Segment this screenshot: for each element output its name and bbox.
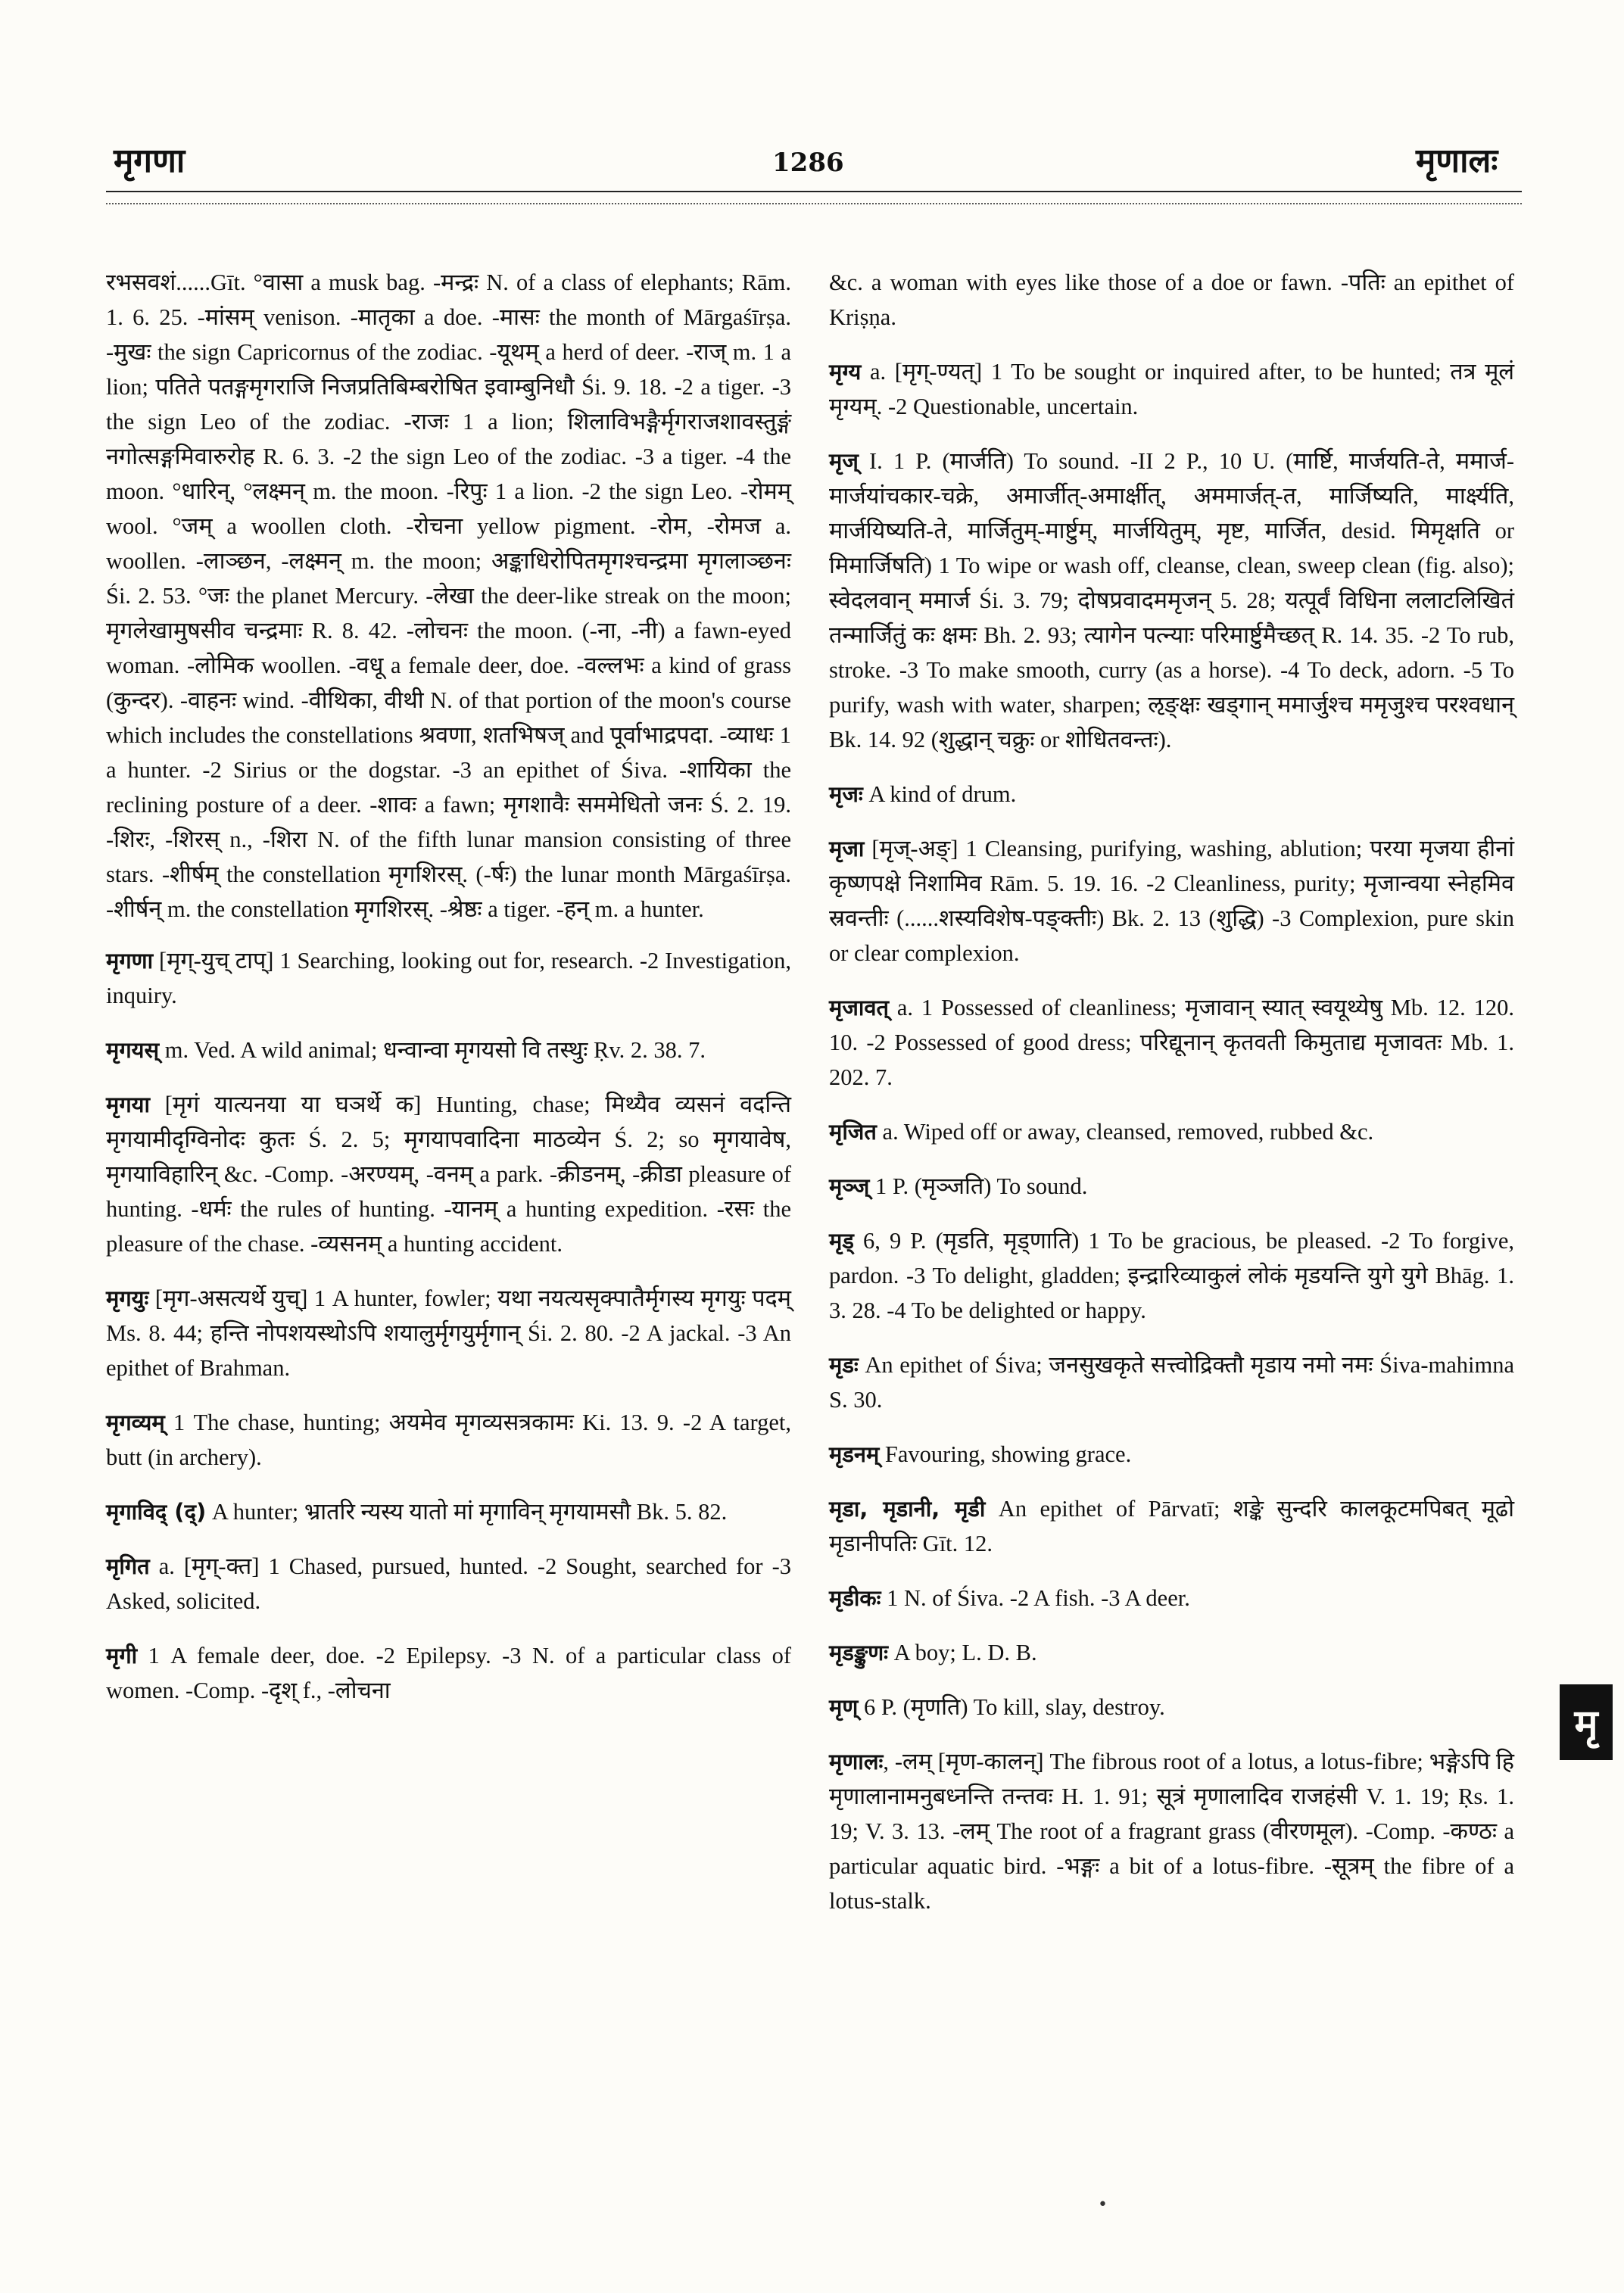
thumb-index-tab: मृ: [1560, 1684, 1613, 1760]
entry-text: [मृग्-युच् टाप्] 1 Searching, looking out for, research. -2 Investigation, inquiry.: [106, 948, 791, 1008]
entry-text: 1 P. (मृञ्जति) To sound.: [869, 1173, 1088, 1199]
entry-headword: मृगयस्: [106, 1037, 160, 1063]
entry-text: 6 P. (मृणति) To kill, slay, destroy.: [858, 1694, 1165, 1720]
page-number: 1286: [772, 148, 844, 178]
entry-headword: मृजा: [829, 836, 865, 861]
entry-headword: मृगी: [106, 1643, 138, 1668]
entry-text: a. Wiped off or away, cleansed, removed, rubbed &c.: [876, 1119, 1374, 1145]
entry-text: [मृगं यात्यनया या घञर्थे क] Hunting, chase; मिथ्यैव व्यसनं वदन्ति मृगयामीदृग्विनोदः कुतः Ś. 2. 5; मृगयापवादिना माठव्येन Ś. 2; so मृगयावेष, मृगयाविहारिन् &c. -Comp. -अरण्यम्, -वनम् a park. -क्रीडनम्, -क्रीडा pleasure of hunting. -धर्मः the rules of hunting. -यानम् a hunting expedition. -रसः the pleasure of the chase. -व्यसनम् a hunting accident.: [106, 1092, 791, 1257]
dictionary-entry: [829, 1169, 1514, 1204]
entry-headword: मृडङ्कुणः: [829, 1640, 889, 1665]
entry-headword: मृजः: [829, 781, 863, 807]
entry-text: [मृज्-अङ्] 1 Cleansing, purifying, washing, ablution; परया मृजया हीनां कृष्णपक्षे निशामिव Rām. 5. 19. 16. -2 Cleanliness, purity; मृजान्वया स्नेहमिव स्रवन्तीः (......शस्यविशेष-पङ्क्तीः) Bk. 2. 13 (शुद्धि) -3 Complexion, pure skin or clear complexion.: [829, 836, 1514, 966]
dictionary-entry: [106, 1549, 791, 1618]
dictionary-entry: [106, 1405, 791, 1475]
dictionary-entry: [106, 1494, 791, 1529]
dictionary-entry: [829, 1491, 1514, 1561]
entry-text: A hunter; भ्रातरि न्यस्य यातो मां मृगाविन् मृगयामसौ Bk. 5. 82.: [206, 1499, 728, 1525]
entry-headword: मृगित: [106, 1553, 150, 1579]
dictionary-entry: [106, 1281, 791, 1385]
dictionary-entry: [829, 1437, 1514, 1472]
dictionary-entry: [829, 1581, 1514, 1615]
dictionary-entry: [829, 1347, 1514, 1417]
entry-text: a. [मृग्-ण्यत्] 1 To be sought or inquired after, to be hunted; तत्र मूलं मृग्यम्. -2 Questionable, uncertain.: [829, 359, 1514, 419]
entry-headword: मृगणा: [106, 948, 154, 974]
right-column: [829, 265, 1514, 1938]
entry-text: 1 A female deer, doe. -2 Epilepsy. -3 N. of a particular class of women. -Comp. -दृश् f., -लोचना: [106, 1643, 791, 1703]
dictionary-entry: [829, 1690, 1514, 1724]
header-rule: [106, 191, 1522, 192]
entry-text: , -लम् [मृण-कालन्] The fibrous root of a lotus, a lotus-fibre; भङ्गेऽपि हि मृणालानामनुबध्नन्ति तन्तवः H. 1. 91; सूत्रं मृणालादिव राजहंसी V. 1. 19; Ṛs. 1. 19; V. 3. 13. -लम् The root of a fragrant grass (वीरणमूल). -Comp. -कण्ठः a particular aquatic bird. -भङ्गः a bit of a lotus-fibre. -सूत्रम् the fibre of a lotus-stalk.: [829, 1749, 1514, 1914]
footer-mark: •: [1098, 2195, 1108, 2214]
entry-headword: मृण्: [829, 1694, 859, 1720]
entry-headword: मृजित: [829, 1119, 877, 1145]
dictionary-entry: [106, 943, 791, 1013]
entry-text: &c. a woman with eyes like those of a doe or fawn. -पतिः an epithet of Kriṣṇa.: [829, 269, 1514, 330]
dictionary-entry: [829, 265, 1514, 335]
dictionary-entry: [106, 1033, 791, 1067]
entry-text: m. Ved. A wild animal; धन्वान्वा मृगयसो वि तस्थुः Ṛv. 2. 38. 7.: [159, 1037, 706, 1063]
left-column: [106, 265, 791, 1728]
entry-text: An epithet of Pārvatī; शङ्के सुन्दरि कालकूटमपिबत् मूढो मृडानीपतिः Gīt. 12.: [829, 1496, 1514, 1556]
entry-headword: मृग्य: [829, 359, 862, 385]
entry-text: An epithet of Śiva; जनसुखकृते सत्त्वोद्रिक्तौ मृडाय नमो नमः Śiva-mahimna S. 30.: [829, 1352, 1514, 1413]
dictionary-entry: [829, 1744, 1514, 1918]
dictionary-entry: [106, 265, 791, 927]
dictionary-entry: [829, 990, 1514, 1095]
entry-headword: मृडीकः: [829, 1585, 881, 1611]
dictionary-entry: [829, 777, 1514, 812]
dictionary-entry: [829, 1114, 1514, 1149]
dictionary-entry: [829, 444, 1514, 757]
entry-text: 1 N. of Śiva. -2 A fish. -3 A deer.: [881, 1585, 1190, 1611]
entry-headword: मृगया: [106, 1092, 151, 1117]
dictionary-entry: [106, 1087, 791, 1261]
entry-headword: मृगव्यम्: [106, 1410, 165, 1435]
page-header: [0, 0, 1624, 227]
entry-headword: मृगाविद् (द्): [106, 1499, 207, 1525]
entry-text: A kind of drum.: [862, 781, 1017, 807]
right-running-head: मृणालः: [1416, 142, 1498, 180]
entry-text: I. 1 P. (मार्जति) To sound. -II 2 P., 10 U. (मार्ष्टि, मार्जयति-ते, ममार्ज-मार्जयांचकार-चक्रे, अमार्जीत्-अमार्क्षीत्, अममार्जत्-त, मार्जिष्यति, मार्क्ष्यति, मार्जयिष्यति-ते, मार्जितुम्-मार्ष्टुम्, मार्जयितुम्, मृष्ट, मार्जित, desid. मिमृक्षति or मिमार्जिषति) 1 To wipe or wash off, cleanse, clean, sweep clean (fig. also); स्वेदलवान् ममार्ज Śi. 3. 79; दोषप्रवादममृजन् 5. 28; यत्पूर्वं विधिना ललाटलिखितं तन्मार्जितुं कः क्षमः Bh. 2. 93; त्यागेन पत्न्याः परिमार्ष्टुमैच्छत् R. 14. 35. -2 To rub, stroke. -3 To make smooth, curry (as a horse). -4 To deck, adorn. -5 To purify, wash with water, sharpen; ऌङ्क्षः खड्गान् ममार्जुश्च ममृजुश्च परश्वधान् Bk. 14. 92 (शुद्धान् चक्रुः or शोधितवन्तः).: [829, 448, 1514, 752]
entry-text: a. 1 Possessed of cleanliness; मृजावान् स्यात् स्वयूथ्येषु Mb. 12. 120. 10. -2 Possessed of good dress; परिद्यूनान् कृतवती किमुताद्य मृजावतः Mb. 1. 202. 7.: [829, 995, 1514, 1090]
dictionary-entry: [106, 1638, 791, 1708]
dictionary-entry: [829, 831, 1514, 970]
entry-headword: मृज्: [829, 448, 859, 474]
entry-headword: मृजावत्: [829, 995, 890, 1020]
header-dotted-rule: [106, 203, 1522, 204]
dictionary-entry: [829, 354, 1514, 424]
entry-text: A boy; L. D. B.: [888, 1640, 1037, 1665]
entry-text: रभसवशं......Gīt. °वासा a musk bag. -मन्द्रः N. of a class of elephants; Rām. 1. 6. 25. -मांसम् venison. -मातृका a doe. -मासः the month of Mārgaśīrṣa. -मुखः the sign Capricornus of the zodiac. -यूथम् a herd of deer. -राज् m. 1 a lion; पतिते पतङ्गमृगराजि निजप्रतिबिम्बरोषित इवाम्बुनिधौ Śi. 9. 18. -2 a tiger. -3 the sign Leo of the zodiac. -राजः 1 a lion; शिलाविभङ्गैर्मृगराजशावस्तुङ्गं नगोत्सङ्गमिवारुरोह R. 6. 3. -2 the sign Leo of the zodiac. -3 a tiger. -4 the moon. °धारिन्, °लक्ष्मन् m. the moon. -रिपुः 1 a lion. -2 the sign Leo. -रोमम् wool. °जम् a woollen cloth. -रोचना yellow pigment. -रोम, -रोमज a. woollen. -लाञ्छन, -लक्ष्मन् m. the moon; अङ्काधिरोपितमृगश्चन्द्रमा मृगलाञ्छनः Śi. 2. 53. °जः the planet Mercury. -लेखा the deer-like streak on the moon; मृगलेखामुषसीव चन्द्रमाः R. 8. 42. -लोचनः the moon. (-ना, -नी) a fawn-eyed woman. -लोमिक woollen. -वधू a female deer, doe. -वल्लभः a kind of grass (कुन्दर). -वाहनः wind. -वीथिका, वीथी N. of that portion of the moon's course which includes the constellations श्रवणा, शतभिषज् and पूर्वाभाद्रपदा. -व्याधः 1 a hunter. -2 Sirius or the dogstar. -3 an epithet of Śiva. -शायिका the reclining posture of a deer. -शावः a fawn; मृगशावैः सममेधितो जनः Ś. 2. 19. -शिरः, -शिरस् n., -शिरा N. of the fifth lunar mansion consisting of three stars. -शीर्षम् the constellation मृगशिरस्. (-र्षः) the lunar month Mārgaśīrṣa. -शीर्षन् m. the constellation मृगशिरस्. -श्रेष्ठः a tiger. -हन् m. a hunter.: [106, 269, 791, 922]
entry-text: [मृग-असत्यर्थे युच्] 1 A hunter, fowler; यथा नयत्यसृक्पातैर्मृगस्य मृगयुः पदम् Ms. 8. 44; हन्ति नोपशयस्थोऽपि शयालुर्मृगयुर्मृगान् Śi. 2. 80. -2 A jackal. -3 An epithet of Brahman.: [106, 1285, 791, 1381]
dictionary-entry: [829, 1635, 1514, 1670]
entry-text: a. [मृग्-क्त] 1 Chased, pursued, hunted. -2 Sought, searched for -3 Asked, solicited.: [106, 1553, 791, 1614]
entry-text: Favouring, showing grace.: [879, 1441, 1132, 1467]
entry-headword: मृड्: [829, 1228, 854, 1254]
dictionary-entry: [829, 1223, 1514, 1328]
entry-headword: मृडः: [829, 1352, 859, 1378]
entry-headword: मृणालः: [829, 1749, 884, 1774]
entry-text: 6, 9 P. (मृडति, मृड्णाति) 1 To be gracious, be pleased. -2 To forgive, pardon. -3 To delight, gladden; इन्द्रारिव्याकुलं लोकं मृडयन्ति युगे युगे Bhāg. 1. 3. 28. -4 To be delighted or happy.: [829, 1228, 1514, 1323]
entry-headword: मृडा, मृडानी, मृडी: [829, 1496, 986, 1522]
entry-headword: मृञ्ज्: [829, 1173, 870, 1199]
entry-text: 1 The chase, hunting; अयमेव मृगव्यसत्रकामः Ki. 13. 9. -2 A target, butt (in archery).: [106, 1410, 791, 1470]
entry-headword: मृगयुः: [106, 1285, 149, 1311]
entry-headword: मृडनम्: [829, 1441, 880, 1467]
left-running-head: मृगणा: [114, 142, 185, 180]
